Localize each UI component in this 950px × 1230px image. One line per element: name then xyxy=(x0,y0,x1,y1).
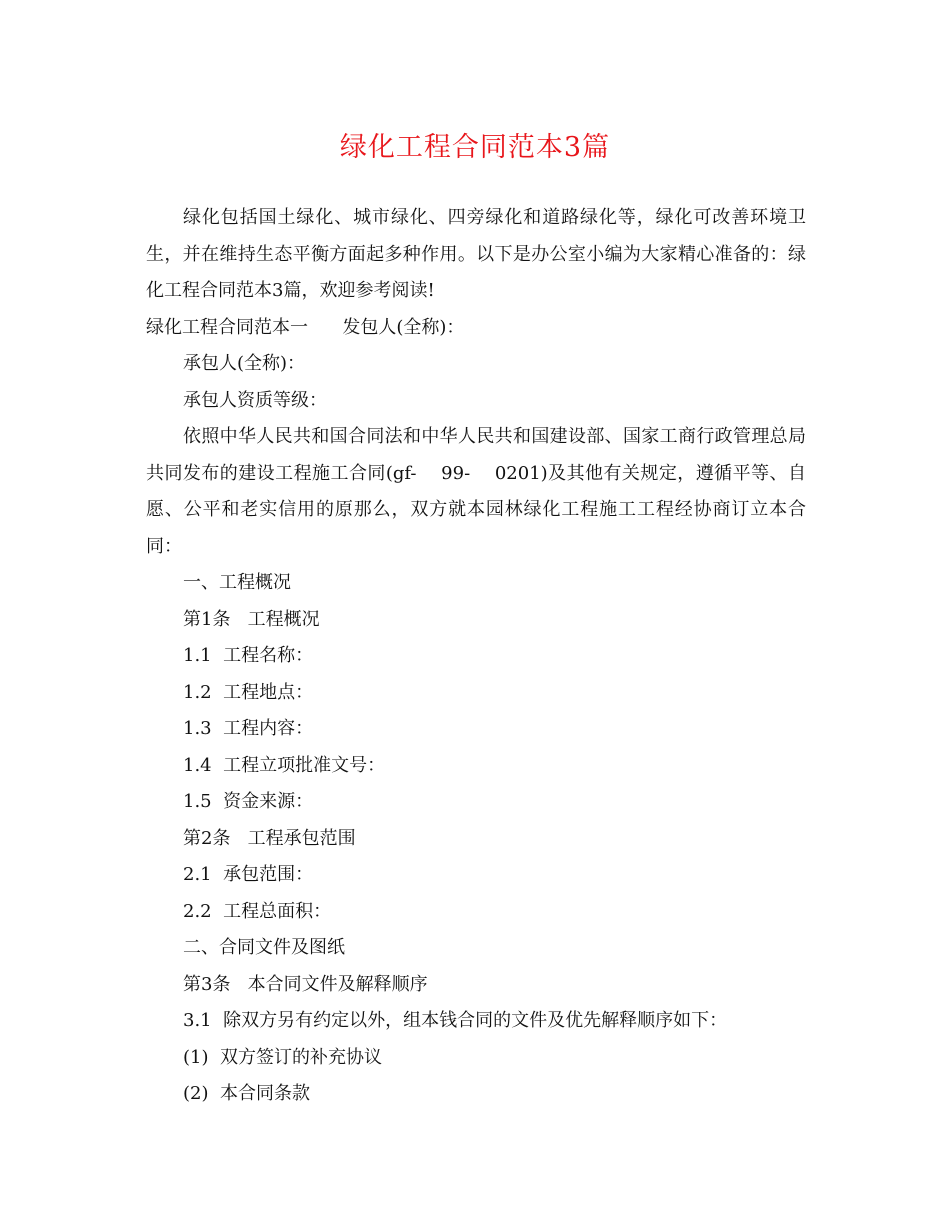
clause-line: 1.4 工程立项批准文号： xyxy=(183,754,386,776)
clause-line: 1.1 工程名称： xyxy=(183,645,314,666)
preamble-paragraph: 依照中华人民共和国合同法和中华人民共和国建设部、国家工商行政管理总局共同发布的建设工程施工合同(gf- 99- 0201)及其他有关规定，遵循平等、自愿、公平和老实信用的原那么，双方就本园林绿化工程施工工程经协商订立本合同： xyxy=(146,426,806,557)
clause-line: 2.1 承包范围： xyxy=(183,864,314,885)
article-heading: 第2条 工程承包范围 xyxy=(183,827,356,849)
article-heading: 第1条 工程概况 xyxy=(183,608,320,630)
list-item: (2) 本合同条款 xyxy=(183,1083,310,1104)
document-body xyxy=(146,200,806,1113)
chapter-heading: 二、合同文件及图纸 xyxy=(183,937,345,958)
section-header: 绿化工程合同范本一 发包人(全称)： xyxy=(146,316,465,338)
clause-line: 3.1 除双方另有约定以外，组本钱合同的文件及优先解释顺序如下： xyxy=(183,1010,728,1031)
clause-line: 2.2 工程总面积： xyxy=(183,900,332,922)
chapter-heading: 一、工程概况 xyxy=(183,572,291,593)
clause-line: 1.5 资金来源： xyxy=(183,791,314,812)
clause-line: 1.2 工程地点： xyxy=(183,681,314,703)
list-item: (1) 双方签订的补充协议 xyxy=(183,1046,382,1068)
article-heading: 第3条 本合同文件及解释顺序 xyxy=(183,973,428,995)
clause-line: 1.3 工程内容： xyxy=(183,718,314,739)
contractor-line: 承包人(全称)： xyxy=(183,353,306,374)
contractor-grade-line: 承包人资质等级： xyxy=(183,389,327,411)
document-title: 绿化工程合同范本3篇 xyxy=(339,132,611,163)
intro-paragraph: 绿化包括国土绿化、城市绿化、四旁绿化和道路绿化等，绿化可改善环境卫生，并在维持生态平衡方面起多种作用。以下是办公室小编为大家精心准备的：绿化工程合同范本3篇，欢迎参考阅读! xyxy=(146,207,806,301)
